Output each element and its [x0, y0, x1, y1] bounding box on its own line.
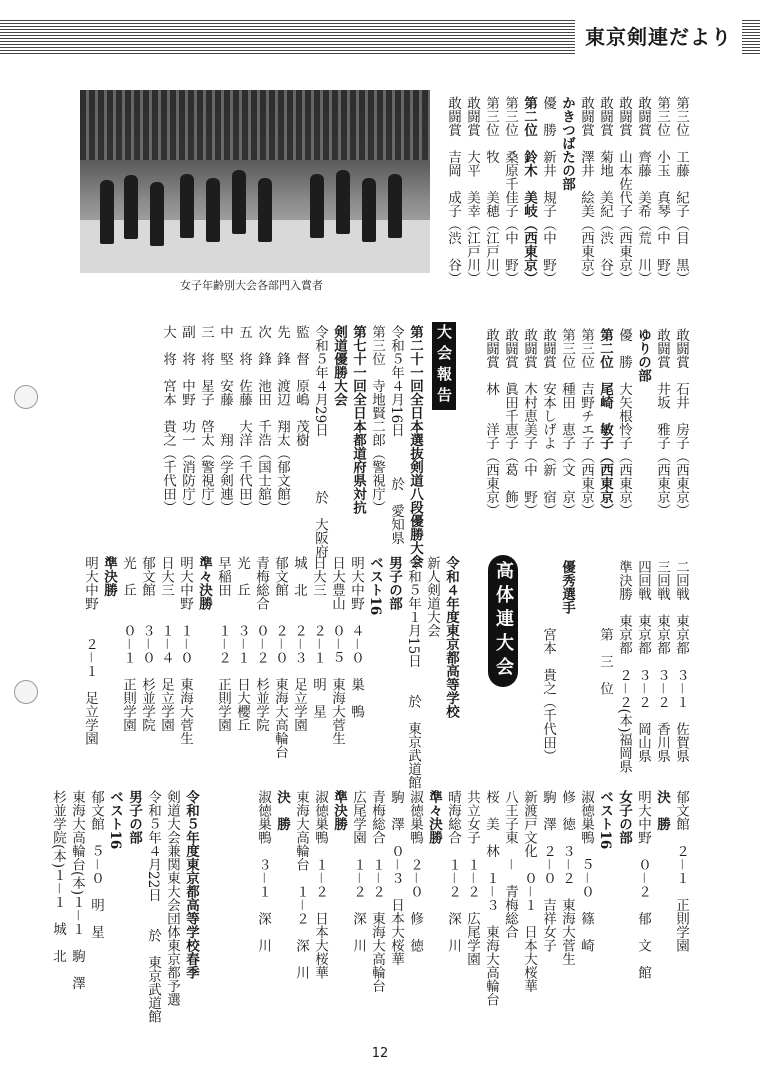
kendo-figure — [124, 175, 138, 239]
result-line: 郁文館 ５－０ 明 星 — [88, 790, 104, 939]
result-line: ベスト16 — [107, 790, 123, 850]
kendo-figure — [362, 178, 376, 242]
results-newcomer — [80, 556, 460, 790]
result-line: 第二位 鈴木 美岐（西東京） — [521, 96, 537, 285]
result-line: 令和５年４月29日 於 大阪府 — [312, 325, 328, 559]
result-line: 優秀選手 — [559, 560, 575, 614]
section-badge-taikai: 大会報告 — [432, 322, 456, 410]
results-yuri — [481, 328, 690, 526]
result-line: 三 将 星子 啓太（警視庁） — [198, 325, 214, 514]
result-line: 五 将 佐藤 大洋（千代田） — [236, 325, 252, 514]
result-line: 明大中野 ２－１ 足立学園 — [82, 556, 98, 745]
result-line: 日大三 ２－１ 明 星 — [310, 556, 326, 718]
result-line: 第三位 桑原千佳子（中 野） — [502, 96, 518, 285]
result-line: 早稲田 １－２ 正則学園 — [215, 556, 231, 732]
page-number: 12 — [371, 1046, 389, 1061]
kendo-figure — [388, 174, 402, 238]
result-line: 剣道大会兼関東大会団体東京都予選 — [164, 790, 180, 1006]
result-line: 日大三 １－４ 足立学園 — [158, 556, 174, 732]
result-line: 光 丘 ３－１ 日大櫻丘 — [234, 556, 250, 732]
result-line: 敢闘賞 大平 美幸（江戸川） — [464, 96, 480, 285]
result-line: 敢闘賞 山本佐代子（西東京） — [616, 96, 632, 285]
result-line: 共立女子 １－２ 広尾学園 — [464, 790, 480, 966]
section-badge-koutai: 高体連大会 — [488, 555, 518, 687]
binder-hole-icon — [14, 680, 38, 704]
result-line: 修 徳 ３－２ 東海大菅生 — [559, 790, 575, 966]
photo-kendo-team — [80, 90, 430, 273]
result-line: 敢闘賞 眞田千恵子（葛 飾） — [502, 328, 518, 517]
result-line: 駒 澤 ０－３ 日本大桜華 — [388, 790, 404, 966]
kendo-figure — [206, 178, 220, 242]
result-line: 準決勝 — [331, 790, 347, 831]
result-line: 男子の部 — [126, 790, 142, 844]
result-line: 令和５年４月22日 於 東京武道館 — [145, 790, 161, 1024]
results-national — [158, 325, 424, 568]
result-line: 準決勝 東京都 ２－２(本)福岡県 — [616, 560, 632, 774]
result-line: 優 勝 新井 規子（中 野） — [540, 96, 556, 285]
result-line: 淑徳巣鴨 ５－０ 篠 崎 — [578, 790, 594, 952]
result-line: 晴海総合 １－２ 深 川 — [445, 790, 461, 952]
result-line: 大 将 宮本 貴之（千代田） — [160, 325, 176, 514]
result-line: 監 督 原嶋 茂樹 — [293, 325, 309, 447]
result-line: 杉並学院(本)１－１ 城 北 — [50, 790, 66, 963]
result-line: 第二位 尾崎 敏子（西東京） — [597, 328, 613, 517]
result-line: 光 丘 ０－１ 正則学園 — [120, 556, 136, 732]
photo-stands — [80, 90, 430, 160]
result-line: 東海大高輪台 １－２ 深 川 — [293, 790, 309, 979]
result-line: かきつばたの部 — [559, 96, 575, 191]
result-line: 淑徳巣鴨 ２－０ 修 徳 — [407, 790, 423, 952]
result-line: 準決勝 — [101, 556, 117, 597]
result-line: 郁文館 ２－１ 正則学園 — [673, 790, 689, 952]
result-line: 城 北 ２－３ 足立学園 — [291, 556, 307, 732]
result-line — [576, 560, 595, 774]
result-line: 次 鋒 池田 千浩（国士舘） — [255, 325, 271, 514]
results-kakitsubata — [443, 96, 690, 285]
result-line: 青梅総合 ０－２ 杉並学院 — [253, 556, 269, 732]
result-line: 敢闘賞 吉岡 成子（渋 谷） — [445, 96, 461, 285]
newsletter-title: 東京剣連だより — [575, 20, 742, 54]
result-line: 第三位 吉野チエ子（西東京） — [578, 328, 594, 517]
result-line: ゆりの部 — [635, 328, 651, 382]
result-line: 明大中野 ４－０ 巣 鴨 — [348, 556, 364, 718]
result-line: 駒 澤 ２－０ 吉祥女子 — [540, 790, 556, 952]
result-line: 第三位 種田 恵子（文 京） — [559, 328, 575, 517]
result-line: 副 将 中野 功一（消防庁） — [179, 325, 195, 514]
result-line: 第三位 小玉 真琴（中 野） — [654, 96, 670, 285]
result-line: 令和５年４月16日 於 愛知県 — [388, 325, 404, 545]
result-line: 男子の部 — [386, 556, 402, 610]
result-line: 第三位 寺地賢二郎（警視庁） — [369, 325, 385, 514]
kendo-figure — [336, 170, 350, 234]
result-line: 第三位 工藤 紀子（目 黒） — [673, 96, 689, 285]
result-line: 敢闘賞 木村恵美子（中 野） — [521, 328, 537, 517]
result-line: 宮本 貴之（千代田） — [540, 560, 556, 763]
kendo-figure — [180, 174, 194, 238]
result-line: 準々決勝 — [196, 556, 212, 610]
result-line: 第三位 牧 美穂（江戸川） — [483, 96, 499, 285]
result-line: 優 勝 大矢根怜子（西東京） — [616, 328, 632, 517]
result-line: 令和５年度東京都高等学校春季 — [183, 790, 199, 979]
kendo-figure — [310, 174, 324, 238]
result-line: 決 勝 — [654, 790, 670, 831]
binder-hole-icon — [14, 385, 38, 409]
result-line: 中 堅 安藤 翔（学剣連） — [217, 325, 233, 514]
result-line: 先 鋒 渡辺 翔太（郁文館） — [274, 325, 290, 514]
result-line: 決 勝 — [274, 790, 290, 831]
result-line: 新渡戸文化 ０－１ 日本大桜華 — [521, 790, 537, 993]
results-newcomer-girls — [253, 790, 690, 1030]
kendo-figure — [150, 182, 164, 246]
result-line: 敢闘賞 安本しげよ（新 宿） — [540, 328, 556, 517]
result-line: 淑徳巣鴨 ３－１ 深 川 — [255, 790, 271, 952]
result-line: 女子の部 — [616, 790, 632, 844]
kendo-figure — [100, 180, 114, 244]
result-line: 淑徳巣鴨 １－２ 日本大桜華 — [312, 790, 328, 979]
result-line: 郁文館 ３－０ 杉並学院 — [139, 556, 155, 732]
result-line: 新人剣道大会 — [424, 556, 440, 637]
result-line: 令和５年１月15日 於 東京武道館 — [405, 556, 421, 790]
result-line: ベスト16 — [597, 790, 613, 850]
result-line: 敢闘賞 石井 房子（西東京） — [673, 328, 689, 517]
photo-caption: 女子年齢別大会各部門入賞者 — [180, 279, 323, 292]
result-line: 第七十一回全日本都道府県対抗 — [350, 325, 366, 514]
result-line: 四回戦 東京都 ３－２ 岡山県 — [635, 560, 651, 763]
result-line: 明大中野 ０－２ 郁 文 館 — [635, 790, 651, 979]
result-line: 敢闘賞 澤井 絵美（西東京） — [578, 96, 594, 285]
kendo-figure — [258, 178, 272, 242]
result-line: 敢闘賞 齊藤 美希（荒 川） — [635, 96, 651, 285]
result-line: 敢闘賞 林 洋子（西東京） — [483, 328, 499, 517]
results-prefectural — [538, 560, 690, 774]
result-line: 広尾学園 １－２ 深 川 — [350, 790, 366, 952]
result-line: 郁文館 ２－０ 東海大高輪台 — [272, 556, 288, 759]
result-line: 第 三 位 — [597, 560, 613, 695]
result-line: ベスト16 — [367, 556, 383, 616]
result-line: 敢闘賞 井坂 雅子（西東京） — [654, 328, 670, 517]
result-line: 第二十一回全日本選抜剣道八段優勝大会 — [407, 325, 423, 568]
results-spring — [48, 790, 200, 1030]
result-line: 青梅総合 １－２ 東海大高輪台 — [369, 790, 385, 993]
result-line: 八王子東 － 青梅総合 — [502, 790, 518, 939]
result-line: 二回戦 東京都 ３－１ 佐賀県 — [673, 560, 689, 763]
result-line: 三回戦 東京都 ３－２ 香川県 — [654, 560, 670, 763]
result-line: 日大豊山 ０－５ 東海大菅生 — [329, 556, 345, 745]
result-line: 敢闘賞 菊地 美紀（渋 谷） — [597, 96, 613, 285]
result-line: 桜 美 林 １－３ 東海大高輪台 — [483, 790, 499, 1006]
result-line: 準々決勝 — [426, 790, 442, 844]
result-line: 東海大高輪台(本)１－１ 駒 澤 — [69, 790, 85, 990]
result-line: 剣道優勝大会 — [331, 325, 347, 406]
result-line: 令和４年度東京都高等学校 — [443, 556, 459, 718]
result-line: 明大中野 １－０ 東海大菅生 — [177, 556, 193, 745]
kendo-figure — [232, 170, 246, 234]
